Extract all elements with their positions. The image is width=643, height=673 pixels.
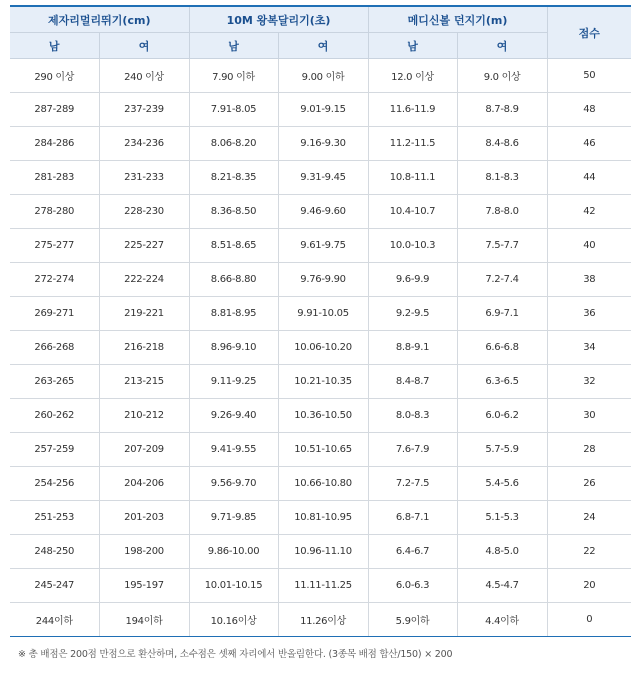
cell-throw-male: 5.9이하 xyxy=(368,603,457,637)
header-gender-row xyxy=(10,33,631,59)
header-standing-long-jump: 제자리멀리뛰기(cm) xyxy=(10,7,189,33)
cell-jump-female: 219-221 xyxy=(99,297,189,331)
cell-throw-female: 9.0 이상 xyxy=(457,59,547,93)
cell-run-male: 8.66-8.80 xyxy=(189,263,278,297)
cell-score: 26 xyxy=(547,467,631,501)
header-female: 여 xyxy=(457,33,547,59)
cell-score: 22 xyxy=(547,535,631,569)
cell-throw-male: 9.2-9.5 xyxy=(368,297,457,331)
footnote: ※ 총 배점은 200점 만점으로 환산하며, 소수점은 셋째 자리에서 반올림한다. (3종목 배점 합산/150) × 200 xyxy=(18,649,453,660)
table-row xyxy=(10,535,631,569)
cell-throw-male: 11.2-11.5 xyxy=(368,127,457,161)
cell-throw-male: 6.8-7.1 xyxy=(368,501,457,535)
cell-run-male: 10.01-10.15 xyxy=(189,569,278,603)
cell-jump-female: 228-230 xyxy=(99,195,189,229)
cell-throw-male: 8.8-9.1 xyxy=(368,331,457,365)
table-row xyxy=(10,127,631,161)
cell-score: 46 xyxy=(547,127,631,161)
cell-score: 28 xyxy=(547,433,631,467)
cell-score: 36 xyxy=(547,297,631,331)
table-row xyxy=(10,229,631,263)
cell-run-female: 10.66-10.80 xyxy=(278,467,368,501)
cell-run-male: 8.36-8.50 xyxy=(189,195,278,229)
header-male: 남 xyxy=(10,33,99,59)
cell-run-male: 8.51-8.65 xyxy=(189,229,278,263)
header-medicine-ball-throw: 메디신볼 던지기(m) xyxy=(368,7,547,33)
cell-run-female: 9.61-9.75 xyxy=(278,229,368,263)
cell-throw-female: 8.4-8.6 xyxy=(457,127,547,161)
cell-run-female: 10.06-10.20 xyxy=(278,331,368,365)
cell-throw-male: 10.8-11.1 xyxy=(368,161,457,195)
cell-jump-female: 231-233 xyxy=(99,161,189,195)
cell-throw-male: 6.4-6.7 xyxy=(368,535,457,569)
cell-throw-male: 10.0-10.3 xyxy=(368,229,457,263)
cell-throw-male: 6.0-6.3 xyxy=(368,569,457,603)
cell-jump-male: 254-256 xyxy=(10,467,99,501)
table-row xyxy=(10,569,631,603)
cell-run-male: 9.71-9.85 xyxy=(189,501,278,535)
cell-throw-male: 11.6-11.9 xyxy=(368,93,457,127)
cell-throw-female: 6.6-6.8 xyxy=(457,331,547,365)
cell-jump-female: 222-224 xyxy=(99,263,189,297)
cell-jump-male: 251-253 xyxy=(10,501,99,535)
cell-throw-male: 8.0-8.3 xyxy=(368,399,457,433)
cell-jump-male: 290 이상 xyxy=(10,59,99,93)
cell-score: 38 xyxy=(547,263,631,297)
cell-score: 0 xyxy=(547,603,631,637)
cell-run-male: 8.06-8.20 xyxy=(189,127,278,161)
cell-score: 30 xyxy=(547,399,631,433)
cell-throw-female: 5.7-5.9 xyxy=(457,433,547,467)
cell-jump-male: 278-280 xyxy=(10,195,99,229)
cell-jump-male: 263-265 xyxy=(10,365,99,399)
cell-jump-male: 287-289 xyxy=(10,93,99,127)
cell-run-female: 10.96-11.10 xyxy=(278,535,368,569)
cell-run-female: 9.46-9.60 xyxy=(278,195,368,229)
cell-run-female: 9.01-9.15 xyxy=(278,93,368,127)
cell-throw-male: 12.0 이상 xyxy=(368,59,457,93)
cell-throw-female: 5.4-5.6 xyxy=(457,467,547,501)
cell-run-female: 10.51-10.65 xyxy=(278,433,368,467)
cell-run-female: 9.00 이하 xyxy=(278,59,368,93)
cell-run-female: 9.91-10.05 xyxy=(278,297,368,331)
cell-jump-male: 260-262 xyxy=(10,399,99,433)
cell-score: 48 xyxy=(547,93,631,127)
cell-jump-female: 210-212 xyxy=(99,399,189,433)
cell-jump-female: 240 이상 xyxy=(99,59,189,93)
cell-run-female: 9.31-9.45 xyxy=(278,161,368,195)
cell-run-female: 10.21-10.35 xyxy=(278,365,368,399)
cell-run-male: 8.81-8.95 xyxy=(189,297,278,331)
header-female: 여 xyxy=(99,33,189,59)
cell-jump-female: 194이하 xyxy=(99,603,189,637)
cell-run-male: 7.91-8.05 xyxy=(189,93,278,127)
table-row xyxy=(10,365,631,399)
header-10m-shuttle-run: 10M 왕복달리기(초) xyxy=(189,7,368,33)
cell-jump-female: 195-197 xyxy=(99,569,189,603)
table-row xyxy=(10,297,631,331)
cell-jump-female: 204-206 xyxy=(99,467,189,501)
cell-throw-female: 8.1-8.3 xyxy=(457,161,547,195)
table-row xyxy=(10,161,631,195)
cell-jump-female: 198-200 xyxy=(99,535,189,569)
cell-jump-female: 201-203 xyxy=(99,501,189,535)
fitness-score-table xyxy=(10,7,631,637)
cell-throw-female: 7.5-7.7 xyxy=(457,229,547,263)
table-row xyxy=(10,93,631,127)
cell-throw-male: 10.4-10.7 xyxy=(368,195,457,229)
cell-run-male: 10.16이상 xyxy=(189,603,278,637)
cell-score: 44 xyxy=(547,161,631,195)
cell-throw-female: 6.0-6.2 xyxy=(457,399,547,433)
cell-throw-female: 4.8-5.0 xyxy=(457,535,547,569)
cell-run-male: 7.90 이하 xyxy=(189,59,278,93)
cell-score: 50 xyxy=(547,59,631,93)
cell-throw-female: 4.5-4.7 xyxy=(457,569,547,603)
header-group-row xyxy=(10,7,631,33)
table-row xyxy=(10,263,631,297)
cell-score: 34 xyxy=(547,331,631,365)
cell-score: 20 xyxy=(547,569,631,603)
cell-run-male: 9.26-9.40 xyxy=(189,399,278,433)
cell-run-female: 10.36-10.50 xyxy=(278,399,368,433)
cell-jump-male: 248-250 xyxy=(10,535,99,569)
cell-jump-female: 207-209 xyxy=(99,433,189,467)
table-row xyxy=(10,195,631,229)
cell-throw-female: 7.2-7.4 xyxy=(457,263,547,297)
table-row xyxy=(10,603,631,637)
table-row xyxy=(10,433,631,467)
cell-throw-male: 7.6-7.9 xyxy=(368,433,457,467)
cell-run-male: 9.86-10.00 xyxy=(189,535,278,569)
cell-throw-female: 8.7-8.9 xyxy=(457,93,547,127)
cell-throw-female: 6.9-7.1 xyxy=(457,297,547,331)
cell-run-female: 9.76-9.90 xyxy=(278,263,368,297)
cell-score: 42 xyxy=(547,195,631,229)
table-row xyxy=(10,59,631,93)
cell-run-female: 11.11-11.25 xyxy=(278,569,368,603)
table-row xyxy=(10,467,631,501)
cell-score: 32 xyxy=(547,365,631,399)
cell-jump-male: 266-268 xyxy=(10,331,99,365)
cell-throw-female: 5.1-5.3 xyxy=(457,501,547,535)
cell-jump-male: 244이하 xyxy=(10,603,99,637)
header-male: 남 xyxy=(368,33,457,59)
cell-throw-female: 4.4이하 xyxy=(457,603,547,637)
cell-throw-female: 7.8-8.0 xyxy=(457,195,547,229)
table-row xyxy=(10,399,631,433)
cell-run-female: 10.81-10.95 xyxy=(278,501,368,535)
cell-throw-male: 8.4-8.7 xyxy=(368,365,457,399)
header-score: 점수 xyxy=(547,7,631,59)
cell-jump-male: 257-259 xyxy=(10,433,99,467)
cell-jump-male: 275-277 xyxy=(10,229,99,263)
cell-jump-female: 213-215 xyxy=(99,365,189,399)
cell-jump-male: 284-286 xyxy=(10,127,99,161)
cell-jump-male: 272-274 xyxy=(10,263,99,297)
cell-run-male: 9.11-9.25 xyxy=(189,365,278,399)
cell-run-female: 11.26이상 xyxy=(278,603,368,637)
cell-jump-female: 234-236 xyxy=(99,127,189,161)
header-female: 여 xyxy=(278,33,368,59)
cell-run-male: 9.41-9.55 xyxy=(189,433,278,467)
cell-throw-male: 9.6-9.9 xyxy=(368,263,457,297)
cell-run-male: 8.96-9.10 xyxy=(189,331,278,365)
cell-jump-female: 225-227 xyxy=(99,229,189,263)
cell-throw-male: 7.2-7.5 xyxy=(368,467,457,501)
cell-jump-female: 216-218 xyxy=(99,331,189,365)
cell-score: 24 xyxy=(547,501,631,535)
cell-score: 40 xyxy=(547,229,631,263)
cell-run-male: 8.21-8.35 xyxy=(189,161,278,195)
cell-jump-male: 269-271 xyxy=(10,297,99,331)
cell-jump-male: 245-247 xyxy=(10,569,99,603)
table-body xyxy=(10,59,631,637)
cell-jump-male: 281-283 xyxy=(10,161,99,195)
cell-run-female: 9.16-9.30 xyxy=(278,127,368,161)
cell-jump-female: 237-239 xyxy=(99,93,189,127)
cell-run-male: 9.56-9.70 xyxy=(189,467,278,501)
cell-throw-female: 6.3-6.5 xyxy=(457,365,547,399)
table-row xyxy=(10,501,631,535)
table-row xyxy=(10,331,631,365)
header-male: 남 xyxy=(189,33,278,59)
